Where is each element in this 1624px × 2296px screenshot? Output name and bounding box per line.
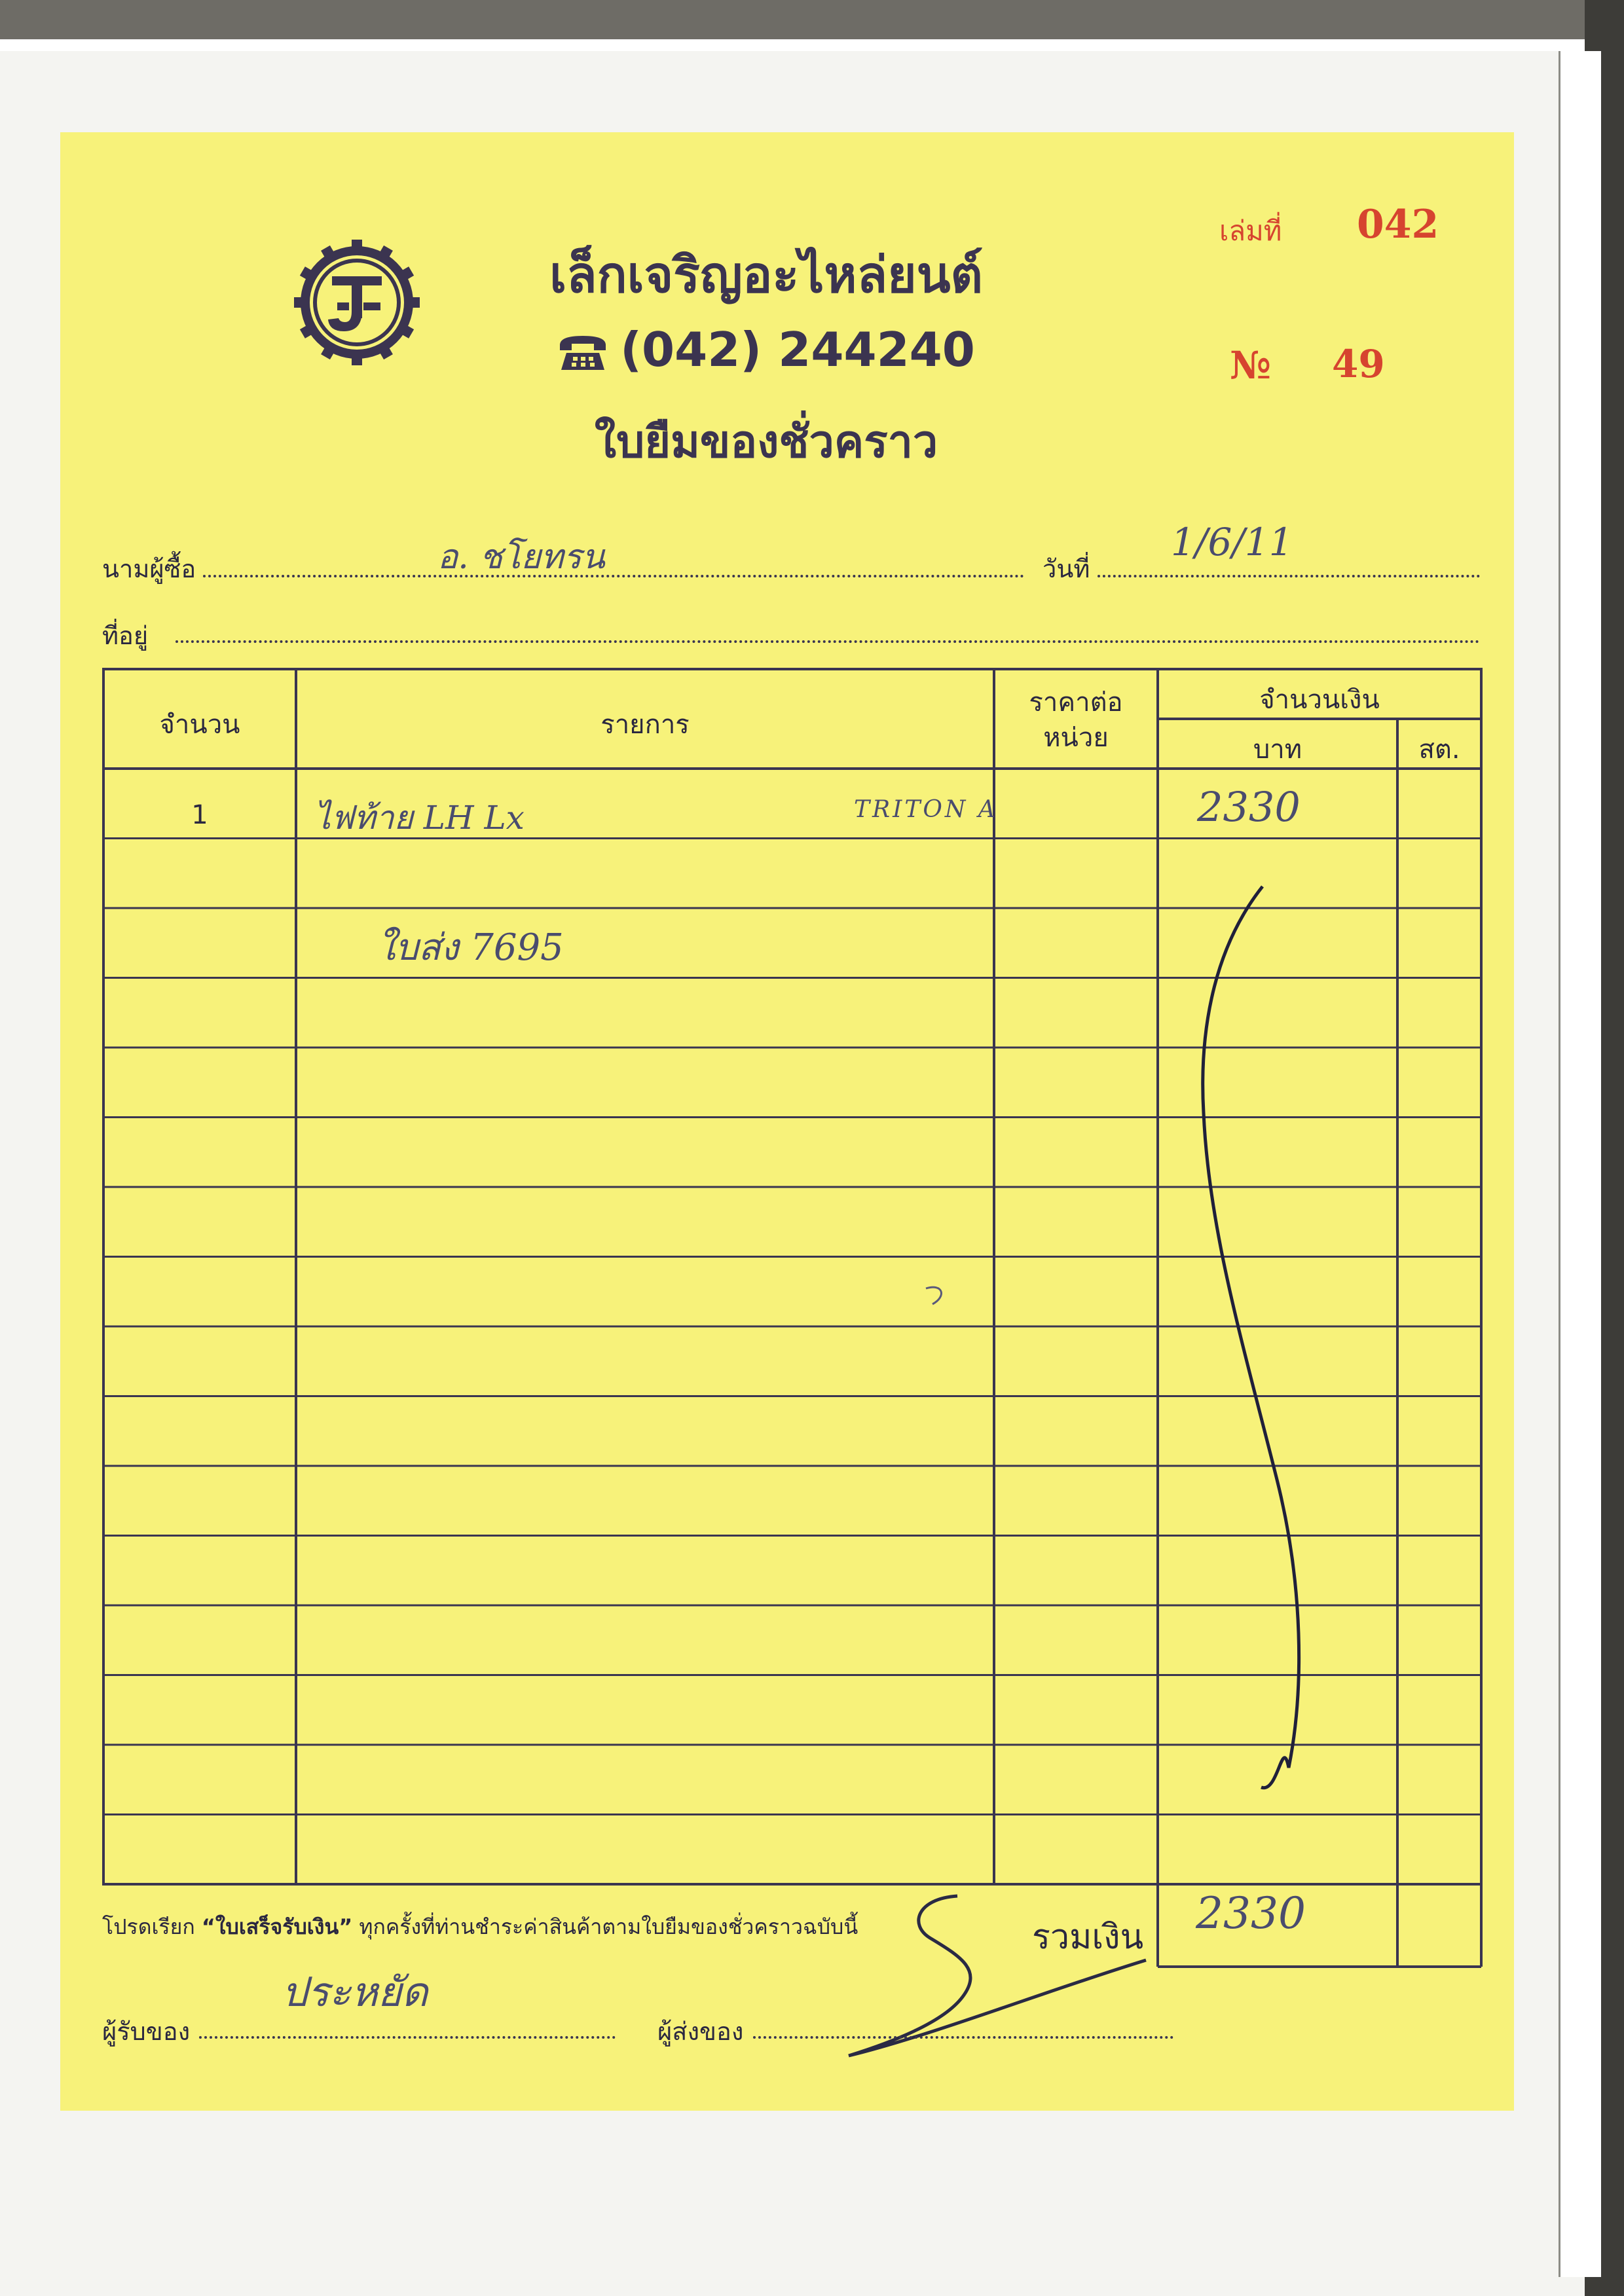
row1-item-note: TRITON A — [854, 796, 998, 823]
row1-qty: 1 — [191, 800, 208, 830]
header-baht: บาท — [1253, 735, 1302, 765]
notice-receipt: “ใบเสร็จรับเงิน” — [201, 1914, 353, 1939]
buyer-name-value: อ. ชโยทรน — [437, 538, 605, 577]
document-title: ใบยืมของชั่วคราว — [594, 416, 938, 468]
receiver-value: ประหยัด — [282, 1968, 428, 2016]
header-unit-price: ราคาต่อหน่วย — [1029, 687, 1123, 753]
buyer-name-label: นามผู้ซื้อ — [102, 555, 196, 583]
receiver-line — [199, 2036, 616, 2039]
total-label: รวมเงิน — [1032, 1918, 1144, 1957]
ditto-stroke — [1203, 886, 1299, 1788]
notice-prefix: โปรดเรียก — [102, 1914, 195, 1939]
sender-line — [753, 2036, 1173, 2039]
date-label: วันที่ — [1043, 555, 1090, 583]
sender-label: ผู้ส่งของ — [657, 2017, 744, 2046]
pen-mark — [926, 1287, 941, 1304]
phone-number: (042) 244240 — [620, 322, 975, 377]
row3-item: ใบส่ง 7695 — [377, 926, 564, 969]
shop-name: เล็กเจริญอะไหล่ยนต์ — [549, 246, 983, 304]
header-qty: จำนวน — [159, 710, 240, 740]
notice-suffix: ทุกครั้งที่ท่านชำระค่าสินค้าตามใบยืมของชั่วคราวฉบับนี้ — [359, 1914, 858, 1939]
total-value: 2330 — [1196, 1888, 1306, 1939]
receiver-label: ผู้รับของ — [102, 2017, 191, 2046]
header-satang: สต. — [1418, 735, 1460, 765]
header-item: รายการ — [600, 710, 690, 740]
book-number: 042 — [1357, 202, 1439, 247]
notice-line — [102, 1910, 858, 1944]
address-label: ที่อยู่ — [102, 621, 149, 650]
book-label: เล่มที่ — [1219, 215, 1282, 247]
number-label: № — [1230, 343, 1272, 388]
row1-item: ไฟท้าย LH Lx — [314, 799, 525, 837]
number-value: 49 — [1332, 342, 1385, 386]
date-value: 1/6/11 — [1171, 520, 1293, 564]
row1-baht: 2330 — [1197, 783, 1301, 831]
header-amount: จำนวนเงิน — [1259, 685, 1380, 715]
